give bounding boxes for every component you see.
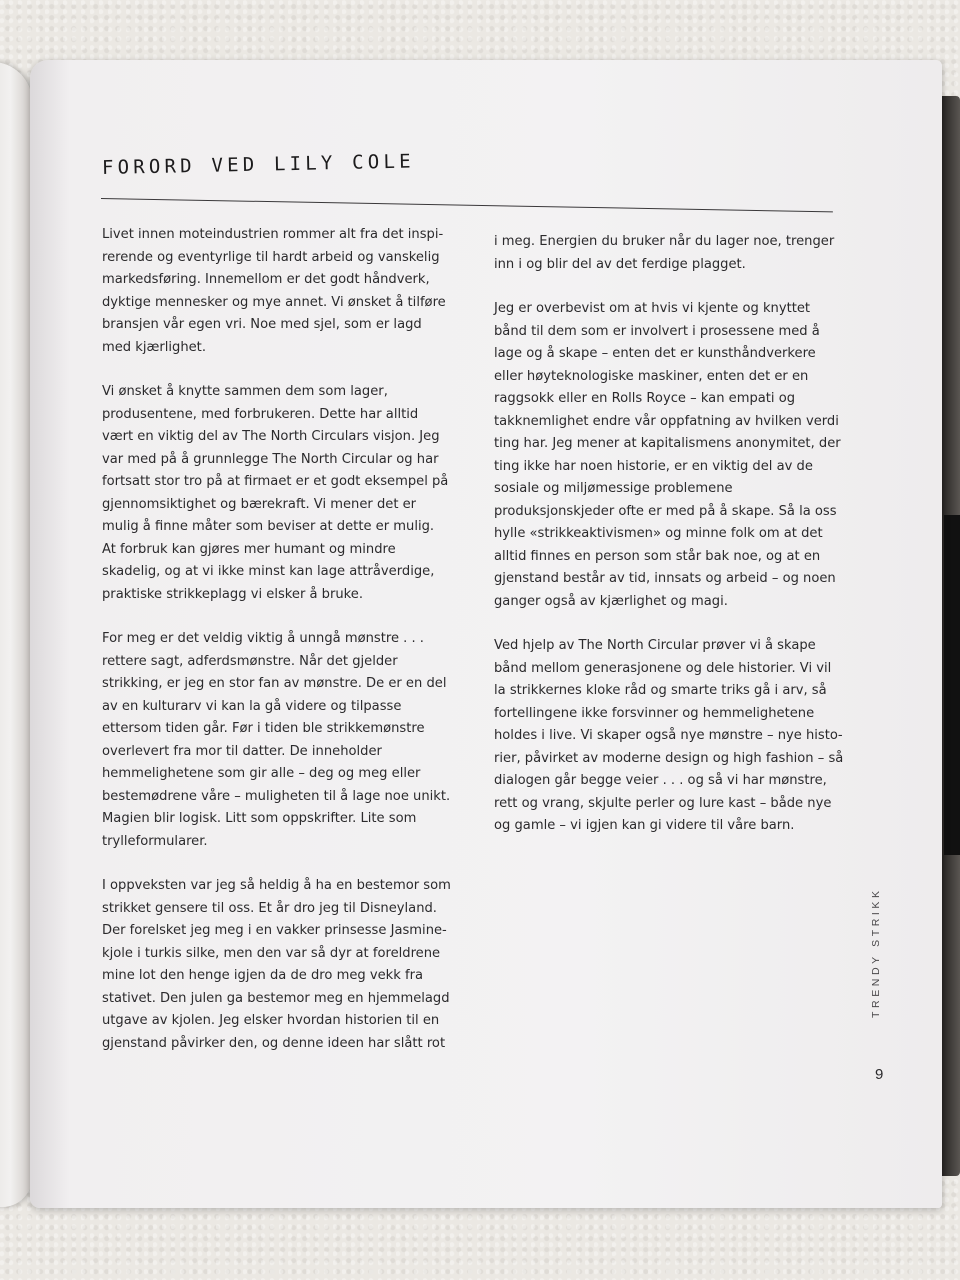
paragraph: I oppveksten var jeg så heldig å ha en bestemor som strikket gensere til oss. Et år dro jeg til Disneyland. Der forelsket jeg meg i en vakker prinsesse Jasmine-kjole i turkis silke, men den var så dyr at foreldrene mine lot den henge igjen da de dro meg vekk fra stativet. Den julen ga bestemor meg en hjemmelagd utgave av kjolen. Jeg elsker hvordan historien til en gjenstand påvirker den, og denne ideen har slått rot: [102, 878, 451, 1051]
running-title: TRENDY STRIKK: [870, 887, 882, 1018]
paragraph: Vi ønsket å knytte sammen dem som lager, produsentene, med forbrukeren. Dette har alltid vært en viktig del av The North Circulars visjon. Jeg var med på å grunnlegge The North Circular og har fortsatt stor tro på at firmaet er et godt eksempel på gjennomsiktighet og bærekraft. Vi mener det er mulig å finne måter som beviser at dette er mulig. At forbruk kan gjøres mer humant og mindre skadelig, og at vi ikke minst kan lage attråverdige, praktiske strikkeplagg vi elsker å bruke.: [102, 384, 449, 602]
page-number: 9: [875, 1066, 884, 1083]
left-column: [102, 224, 452, 1077]
paragraph: i meg. Energien du bruker når du lager noe, trenger inn i og blir del av det ferdige plagget.: [494, 234, 835, 272]
paragraph: For meg er det veldig viktig å unngå mønstre . . . rettere sagt, adferdsmønstre. Når det gjelder strikking, er jeg en stor fan av mønstre. De er en del av en kulturarv vi kan la gå videre og tilpasse ettersom tiden går. Før i tiden ble strikkemønstre overlevert fra mor til datter. De inneholder hemmelighetene som gir alle – deg og meg eller bestemødrene våre – muligheten til å lage noe unikt. Magien blir logisk. Litt som oppskrifter. Lite som trylleformularer.: [102, 631, 451, 849]
paragraph: Ved hjelp av The North Circular prøver vi å skape bånd mellom generasjonene og dele historier. Vi vil la strikkernes kloke råd og smarte triks gå i arv, så fortellingene ikke forsvinner og hemmelighetene holdes i live. Vi skaper også nye mønstre – nye historier, påvirket av moderne design og high fashion – så dialogen går begge veier . . . og så vi har mønstre, rett og vrang, skjulte perler og lure kast – både nye og gamle – vi igjen kan gi videre til våre barn.: [494, 638, 844, 833]
previous-page-edge: [0, 62, 32, 1207]
paragraph: Livet innen moteindustrien rommer alt fra det inspirerende og eventyrlige til hardt arbeid og vanskelig markedsføring. Innemellom er det godt håndverk, dyktige mennesker og mye annet. Vi ønsket å tilføre bransjen vår egen vri. Noe med sjel, som er lagd med kjærlighet.: [102, 227, 446, 355]
book-cover-strip: [944, 515, 960, 855]
chapter-title: FORORD VED LILY COLE: [101, 150, 415, 179]
right-column: [494, 231, 844, 860]
paragraph: Jeg er overbevist om at hvis vi kjente og knyttet bånd til dem som er involvert i prosessene med å lage og å skape – enten det er kunsthåndverkere eller høyteknologiske maskiner, enten det er en raggsokk eller en Rolls Royce – kan empati og takknemlighet endre vår oppfatning av hvilken verdi ting har. Jeg mener at kapitalismens anonymitet, der ting ikke har noen historie, er en viktig del av de sosiale og miljømessige problemene produksjonskjeder ofte er med på å skape. Så la oss hylle «strikkeaktivismen» og minne folk om at det alltid finnes en person som står bak noe, og at en gjenstand består av tid, innsats og arbeid – og noen ganger også av kjærlighet og magi.: [494, 301, 841, 609]
